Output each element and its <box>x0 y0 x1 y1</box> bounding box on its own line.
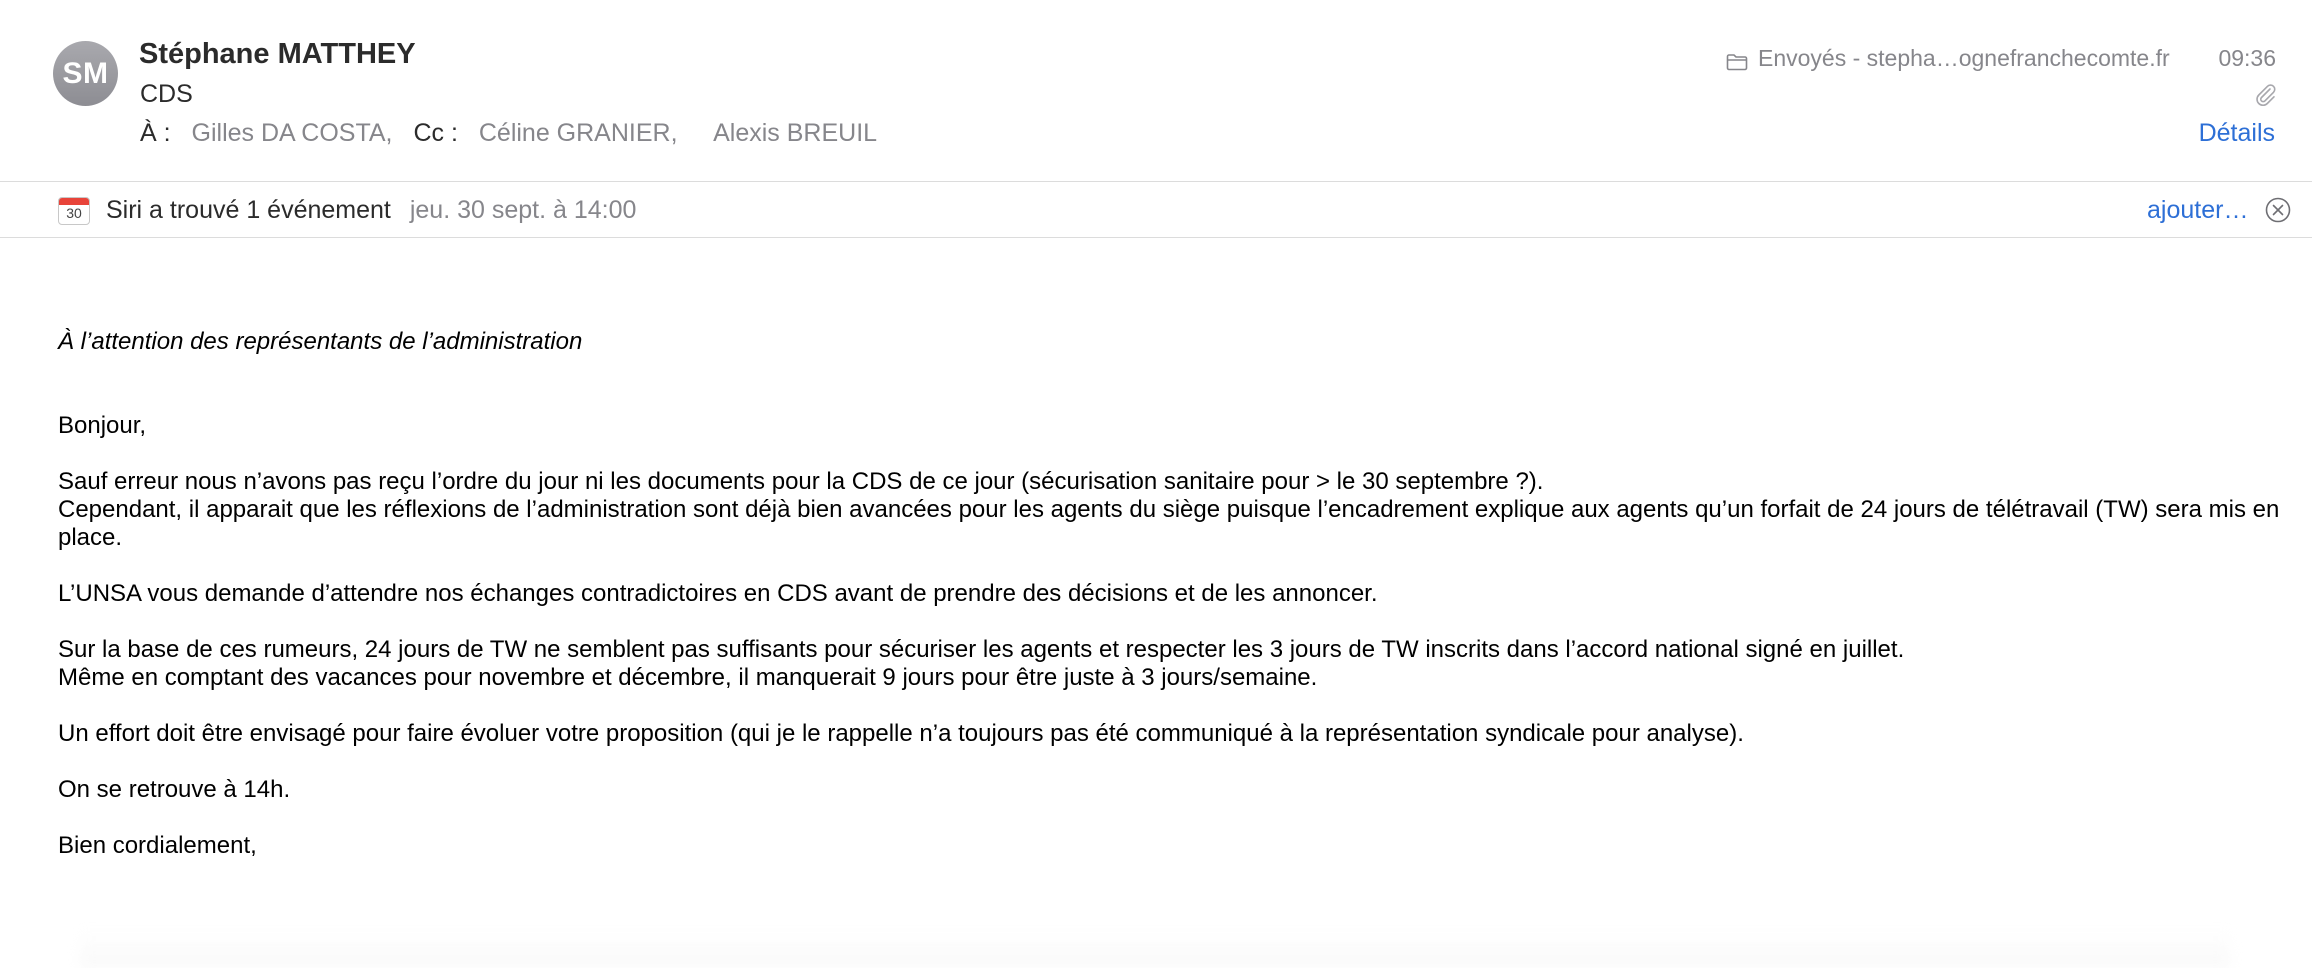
paragraph-5: On se retrouve à 14h. <box>58 776 291 803</box>
siri-found-label: Siri a trouvé 1 événement <box>106 196 391 224</box>
message-subject: CDS <box>140 80 193 108</box>
paragraph-line: Sur la base de ces rumeurs, 24 jours de TW ne semblent pas suffisants pour sécuriser les agents et respecter les 3 jours de TW inscrits dans l’accord national signé en juillet. <box>58 636 1905 663</box>
recipient-cc[interactable]: Céline GRANIER, <box>478 119 678 147</box>
paragraph-3 <box>58 636 2298 692</box>
mailbox-location[interactable] <box>1726 45 2170 72</box>
siri-suggestion-bar <box>0 181 2312 238</box>
siri-event-date: jeu. 30 sept. à 14:00 <box>409 196 637 224</box>
closing: Bien cordialement, <box>58 832 257 859</box>
message-header <box>0 0 2312 181</box>
paragraph-1 <box>58 468 2298 552</box>
avatar-initials: SM <box>62 56 109 90</box>
sender-avatar[interactable] <box>53 41 118 106</box>
to-label: À : <box>140 119 171 147</box>
details-link[interactable]: Détails <box>2198 119 2275 147</box>
mailbox-name: Envoyés - stepha…ognefranchecomte.fr <box>1758 45 2170 71</box>
paragraph-line: Même en comptant des vacances pour novembre et décembre, il manquerait 9 jours pour être juste à 3 jours/semaine. <box>58 664 1318 691</box>
recipient-cc[interactable]: Alexis BREUIL <box>713 119 878 147</box>
message-body <box>58 328 2298 860</box>
cc-label: Cc : <box>413 119 458 147</box>
siri-suggestion-text <box>106 196 636 225</box>
paragraph-line: Cependant, il apparait que les réflexions de l’administration sont déjà bien avancées pour les agents du siège puisque l’encadrement explique aux agents qu’un forfait de 24 jours de télétravail (TW) sera mis en place. <box>58 496 2280 551</box>
attention-line: À l’attention des représentants de l’administration <box>58 328 583 355</box>
greeting: Bonjour, <box>58 412 147 439</box>
sender-name[interactable]: Stéphane MATTHEY <box>139 38 416 70</box>
paperclip-icon[interactable] <box>2252 82 2278 108</box>
paragraph-4: Un effort doit être envisagé pour faire évoluer votre proposition (qui je le rappelle n’a toujours pas été communiqué à la représentation syndicale pour analyse). <box>58 720 1744 747</box>
paragraph-line: Sauf erreur nous n’avons pas reçu l’ordre du jour ni les documents pour la CDS de ce jour (sécurisation sanitaire pour > le 30 septembre ?). <box>58 468 1544 495</box>
calendar-icon-day: 30 <box>66 205 82 221</box>
close-icon[interactable] <box>2264 196 2292 224</box>
recipients-line <box>140 119 877 148</box>
recipient-to[interactable]: Gilles DA COSTA, <box>191 119 393 147</box>
calendar-icon <box>58 197 90 225</box>
add-event-button[interactable]: ajouter… <box>2147 196 2249 224</box>
signature-fade <box>80 930 2230 968</box>
paragraph-2: L’UNSA vous demande d’attendre nos échanges contradictoires en CDS avant de prendre des décisions et de les annoncer. <box>58 580 1378 607</box>
folder-icon <box>1726 50 1748 68</box>
message-time: 09:36 <box>2218 45 2276 71</box>
